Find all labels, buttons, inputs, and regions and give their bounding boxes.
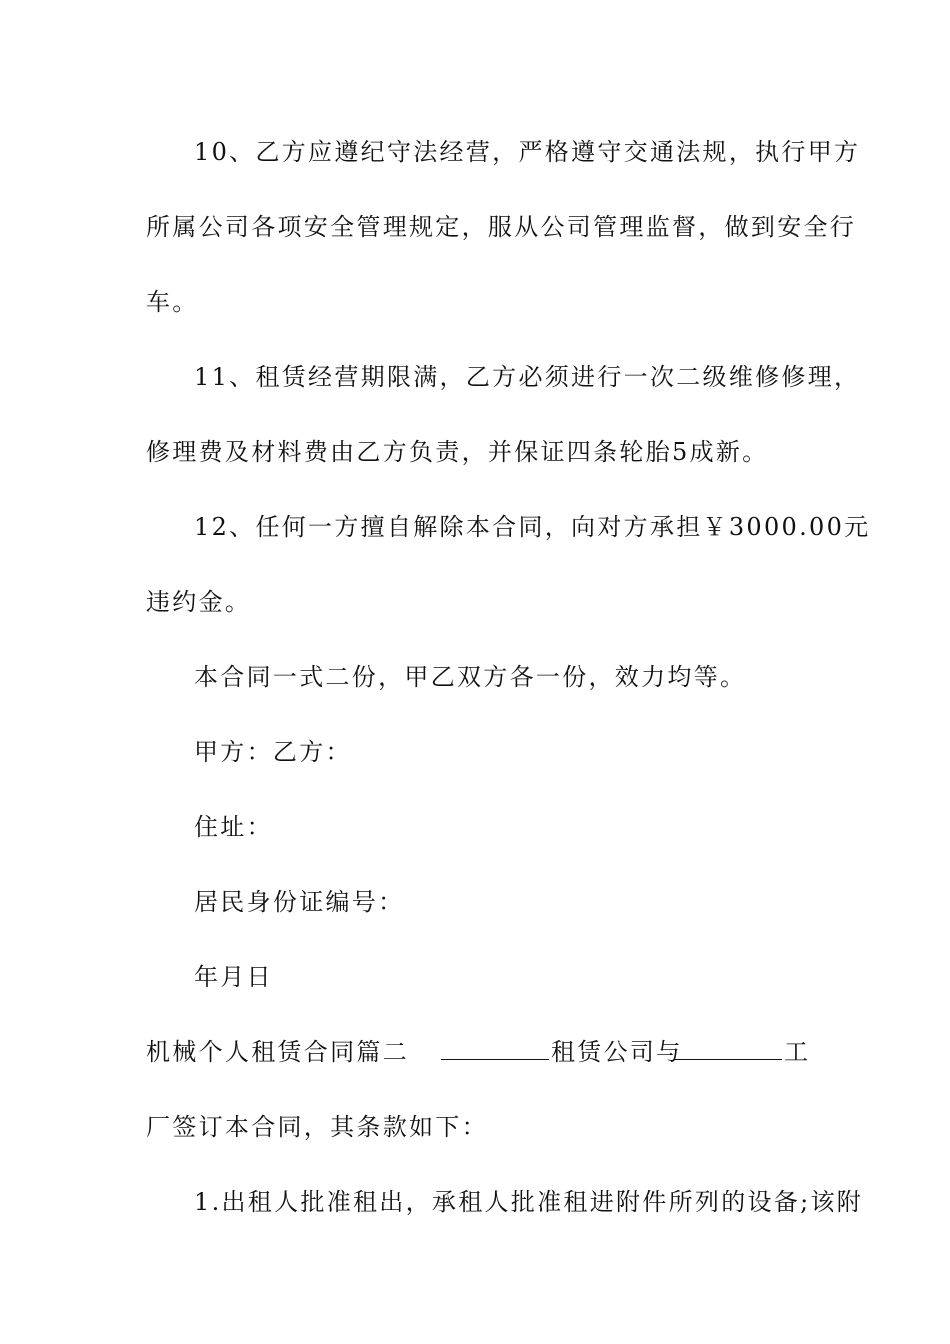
address-line: 住址： [194, 813, 273, 841]
signature-parties-line: 甲方：乙方： [194, 738, 352, 766]
section-mid-text: 租赁公司与 [551, 1038, 683, 1066]
section-title: 机械个人租赁合同篇二 [146, 1038, 409, 1066]
blank-line [674, 1037, 782, 1067]
paragraph-line: 车。 [146, 288, 199, 316]
section-heading-row [146, 1037, 816, 1067]
paragraph-line: 1.出租人批准租出，承租人批准租进附件所列的设备;该附 [194, 1188, 864, 1216]
date-line: 年月日 [194, 963, 273, 991]
paragraph-line: 违约金。 [146, 588, 252, 616]
paragraph-line: 10、乙方应遵纪守法经营，严格遵守交通法规，执行甲方 [194, 138, 861, 166]
paragraph-line: 12、任何一方擅自解除本合同，向对方承担￥3000.00元 [194, 513, 871, 541]
paragraph-line: 修理费及材料费由乙方负责，并保证四条轮胎5成新。 [146, 438, 769, 466]
paragraph-line: 厂签订本合同，其条款如下： [146, 1113, 488, 1141]
paragraph-line: 11、租赁经营期限满，乙方必须进行一次二级维修修理， [194, 363, 861, 391]
section-end-text: 工 [784, 1038, 811, 1066]
blank-line [441, 1037, 549, 1067]
id-number-line: 居民身份证编号： [194, 888, 405, 916]
paragraph-line: 所属公司各项安全管理规定，服从公司管理监督，做到安全行 [146, 213, 857, 241]
paragraph-line: 本合同一式二份，甲乙双方各一份，效力均等。 [194, 663, 747, 691]
